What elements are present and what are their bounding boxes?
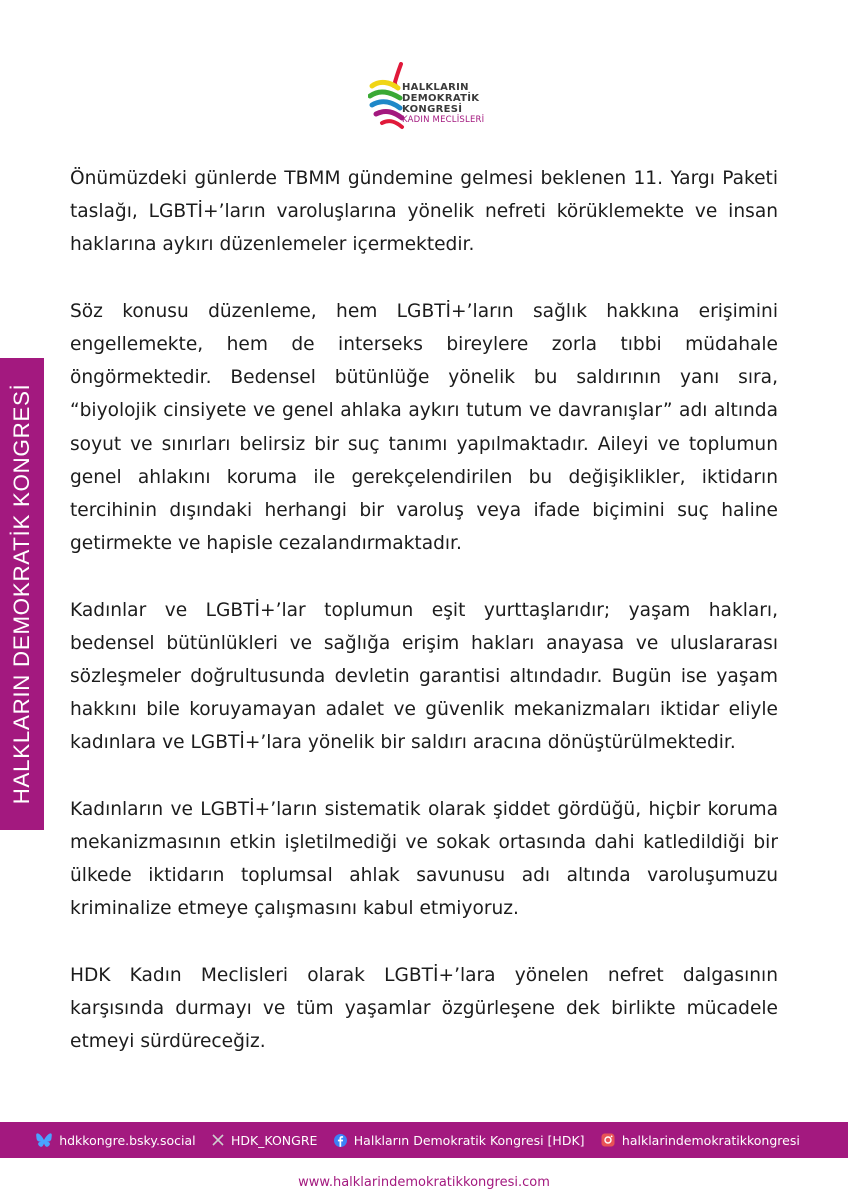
hdk-logo <box>368 62 528 144</box>
bluesky-icon <box>36 1133 52 1147</box>
paragraph-5: HDK Kadın Meclisleri olarak LGBTİ+’lara yönelen nefret dalgasının karşısında durmayı ve tüm yaşamlar özgürleşene dek birlikte mücadele etmeyi sürdüreceğiz. <box>70 964 778 1053</box>
paragraph-1: Önümüzdeki günlerde TBMM gündemine gelmesi beklenen 11. Yargı Paketi taslağı, LGBTİ+’ların varoluşlarına yönelik nefreti körüklemekte ve insan haklarına aykırı düzenlemeler içermektedir. <box>70 168 778 256</box>
facebook-icon <box>334 1134 347 1147</box>
paragraph-4: Kadınların ve LGBTİ+’ların sistematik olarak şiddet gördüğü, hiçbir koruma mekanizmasının etkin işletilmediği ve sokak ortasında dahi katledildiği bir ülkede iktidarın toplumsal ahlak savunusu adı altında varoluşumuzu kriminalize etmeye çalışmasını kabul etmiyoruz. <box>70 798 778 920</box>
logo-line-3: KONGRESİ <box>402 104 463 115</box>
logo-line-1: HALKLARIN <box>402 82 469 93</box>
side-banner-label: HALKLARIN DEMOKRATİK KONGRESİ <box>9 383 34 805</box>
bluesky-link[interactable] <box>36 1133 195 1148</box>
instagram-icon <box>601 1133 615 1147</box>
paragraph-2: Söz konusu düzenleme, hem LGBTİ+’ların sağlık hakkına erişimini engellemekte, hem de interseks bireylere zorla tıbbi müdahale öngörmektedir. Bedensel bütünlüğe yönelik bu saldırının yanı sıra, “biyolojik cinsiyete ve genel ahlaka aykırı tutum ve davranışlar” adı altında soyut ve sınırları belirsiz bir suç tanımı yapılmaktadır. Aileyi ve toplumun genel ahlakını koruma ile gerekçelendirilen bu değişiklikler, iktidarın tercihinin dışındaki herhangi bir varoluş veya ifade biçimini suç haline getirmekte ve hapisle cezalandırmaktadır. <box>70 300 778 555</box>
bluesky-handle: hdkkongre.bsky.social <box>59 1132 196 1148</box>
x-icon <box>212 1134 224 1146</box>
website-link[interactable]: www.halklarindemokratikkongresi.com <box>298 1175 550 1190</box>
logo-line-2: DEMOKRATİK <box>402 93 480 104</box>
facebook-page: Halkların Demokratik Kongresi [HDK] <box>353 1132 585 1148</box>
x-handle: HDK_KONGRE <box>230 1132 318 1148</box>
social-footer <box>0 1122 848 1158</box>
logo-text <box>402 82 484 126</box>
instagram-handle: halklarindemokratikkongresi <box>621 1132 800 1148</box>
logo-line-4: KADIN MECLİSLERİ <box>402 115 485 125</box>
x-link[interactable] <box>212 1133 317 1148</box>
instagram-link[interactable] <box>601 1133 800 1148</box>
facebook-link[interactable] <box>334 1133 585 1148</box>
statement-body <box>70 162 778 1092</box>
paragraph-3: Kadınlar ve LGBTİ+’lar toplumun eşit yurttaşlarıdır; yaşam hakları, bedensel bütünlükleri ve sağlığa erişim hakları anayasa ve uluslararası sözleşmeler doğrultusunda devletin garantisi altındadır. Bugün ise yaşam hakkını bile koruyamayan adalet ve güvenlik mekanizmaları iktidar eliyle kadınlara ve LGBTİ+’lara yönelik bir saldırı aracına dönüştürülmektedir. <box>70 599 778 754</box>
